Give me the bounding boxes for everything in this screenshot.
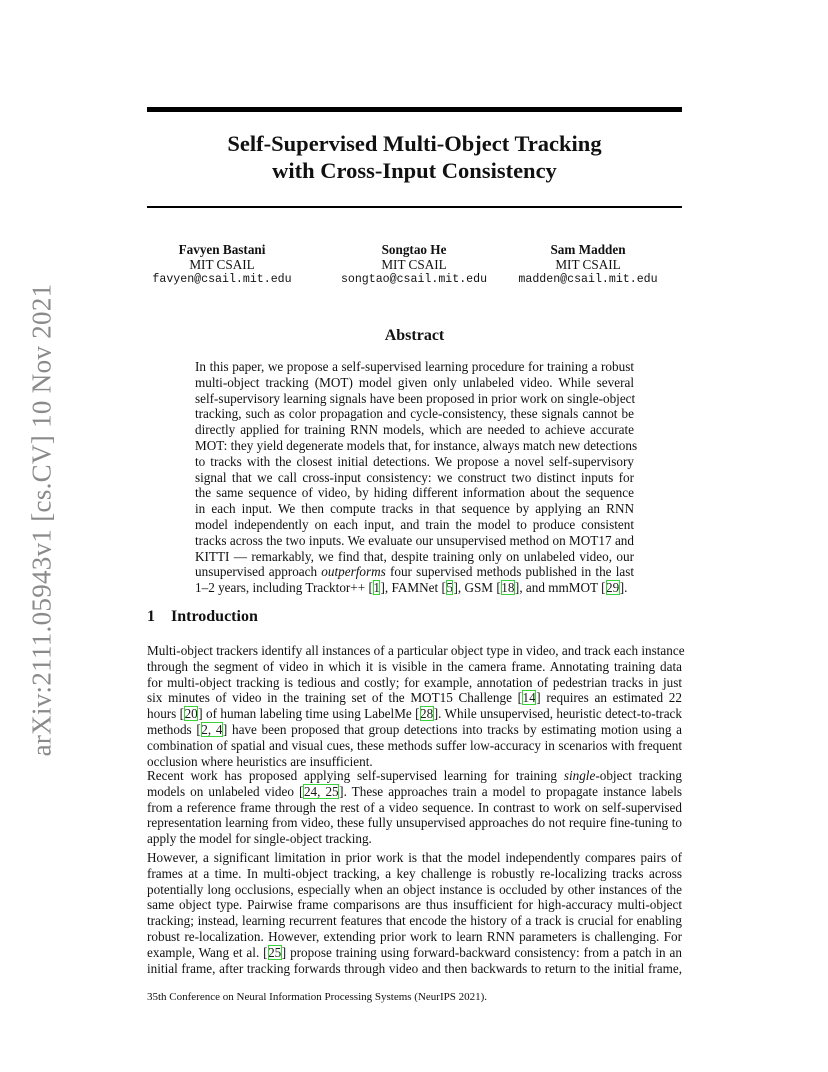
citation-link[interactable]: 24, 25 [303,783,339,799]
author-email[interactable]: favyen@csail.mit.edu [152,273,292,286]
title-top-rule [147,107,682,112]
author-2 [324,242,504,287]
abstract-line: KITTI — remarkably, we find that, despite training only on unlabeled video, our [195,548,634,564]
emphasis-outperforms: outperforms [321,564,386,580]
citation-link[interactable]: 5 [446,580,453,596]
intro-paragraph-1: Multi-object trackers identify all instances of a particular object type in video, and track each instance through the segment of video in which it is visible in the camera frame. Annotating training data for multi-object tracking is tedious and costly; for example, annotation of pedestrian tracks in just six minutes of video in the training set of the MOT15 Challenge [14] requires an estimated 22 hours [20] of human labeling time using LabelMe [28]. While unsupervised, heuristic detect-to-track methods [2, 4] have been proposed that group detections into tracks by estimating motion using a combination of spatial and visual cues, these methods suffer low-accuracy in scenarios with frequent occlusion where heuristics are insufficient. [147,643,685,769]
citation-link[interactable]: 14 [522,690,536,706]
title-line-1: Self-Supervised Multi-Object Tracking [227,131,602,156]
abstract-line: multi-object tracking (MOT) model given only unlabeled video. While several [195,374,634,390]
author-name: Favyen Bastani [178,242,266,257]
abstract-line: directly applied for training RNN models, which are needed to achieve accurate [195,422,634,438]
author-name: Songtao He [381,242,447,257]
section-number: 1 [147,608,155,625]
abstract-line: in each input. We then compute tracks in that sequence by applying an RNN [195,501,634,517]
author-affiliation: MIT CSAIL [189,257,255,272]
author-name: Sam Madden [550,242,626,257]
title-bottom-rule [147,206,682,208]
arxiv-identifier: arXiv:2111.05943v1 [cs.CV] 10 Nov 2021 [26,283,57,757]
author-email[interactable]: madden@csail.mit.edu [518,273,658,286]
paper-title [147,130,682,184]
abstract-text [195,359,638,596]
citation-link[interactable]: 2, 4 [201,721,223,737]
citation-link[interactable]: 1 [373,580,380,596]
abstract-line: signal that we call cross-input consistency: we construct two distinct inputs for [195,469,634,485]
abstract-heading: Abstract [384,327,445,344]
conference-footnote: 35th Conference on Neural Information Processing Systems (NeurIPS 2021). [147,991,488,1003]
abstract-line: to tracks with the closest initial detections. We propose a novel self-supervisory [195,453,634,469]
citation-link[interactable]: 28 [420,706,434,722]
author-affiliation: MIT CSAIL [381,257,447,272]
title-line-2: with Cross-Input Consistency [272,158,557,183]
emphasis-single: single [563,768,596,783]
abstract-line: self-supervisory learning signals have been proposed in prior work on single-object [195,390,636,406]
abstract-line: tracks across the two inputs. We evaluate our unsupervised method on MOT17 and [195,532,634,548]
abstract-line: In this paper, we propose a self-supervised learning procedure for training a robust [195,359,634,374]
citation-link[interactable]: 20 [184,706,198,722]
author-3 [498,242,678,287]
citation-link[interactable]: 29 [606,580,620,596]
section-title: Introduction [171,608,258,625]
intro-paragraph-2: Recent work has proposed applying self-supervised learning for training single-object tracking models on unlabeled video [24, 25]. These approaches train a model to propagate instance labels from a reference frame through the rest of a video sequence. In contrast to work on self-supervised representation learning from video, these fully unsupervised approaches do not require fine-tuning to apply the model for single-object tracking. [147,768,683,847]
citation-link[interactable]: 18 [501,580,515,596]
abstract-line: unsupervised approach outperforms four supervised methods published in the last [195,564,635,580]
author-email[interactable]: songtao@csail.mit.edu [340,273,488,286]
abstract-line: tracking, such as color propagation and cycle-consistency, these signals cannot be [195,406,634,422]
abstract-line: MOT: they yield degenerate models that, for instance, always match new detections [195,437,638,453]
author-affiliation: MIT CSAIL [555,257,621,272]
intro-paragraph-3: However, a significant limitation in prior work is that the model independently compares pairs of frames at a time. In multi-object tracking, a key challenge is robustly re-localizing tracks across potentially long occlusions, especially when an object instance is occluded by other instances of the same object type. Pairwise frame comparisons are thus insufficient for high-accuracy multi-object tracking; instead, learning recurrent features that encode the history of a track is crucial for enabling robust re-localization. However, extending prior work to learn RNN parameters is challenging. For example, Wang et al. [25] propose training using forward-backward consistency: from a patch in an initial frame, after tracking forwards through video and then backwards to return to the initial frame, [147,850,682,976]
abstract-line: the same sequence of video, by hiding different information about the sequence [195,485,634,501]
citation-link[interactable]: 25 [268,944,282,960]
abstract-line: model independently on each input, and train the model to produce consistent [195,516,634,532]
author-1 [132,242,312,287]
abstract-line: 1–2 years, including Tracktor++ [1], FAMNet [5], GSM [18], and mmMOT [29]. [195,580,628,596]
section-heading [147,608,258,626]
